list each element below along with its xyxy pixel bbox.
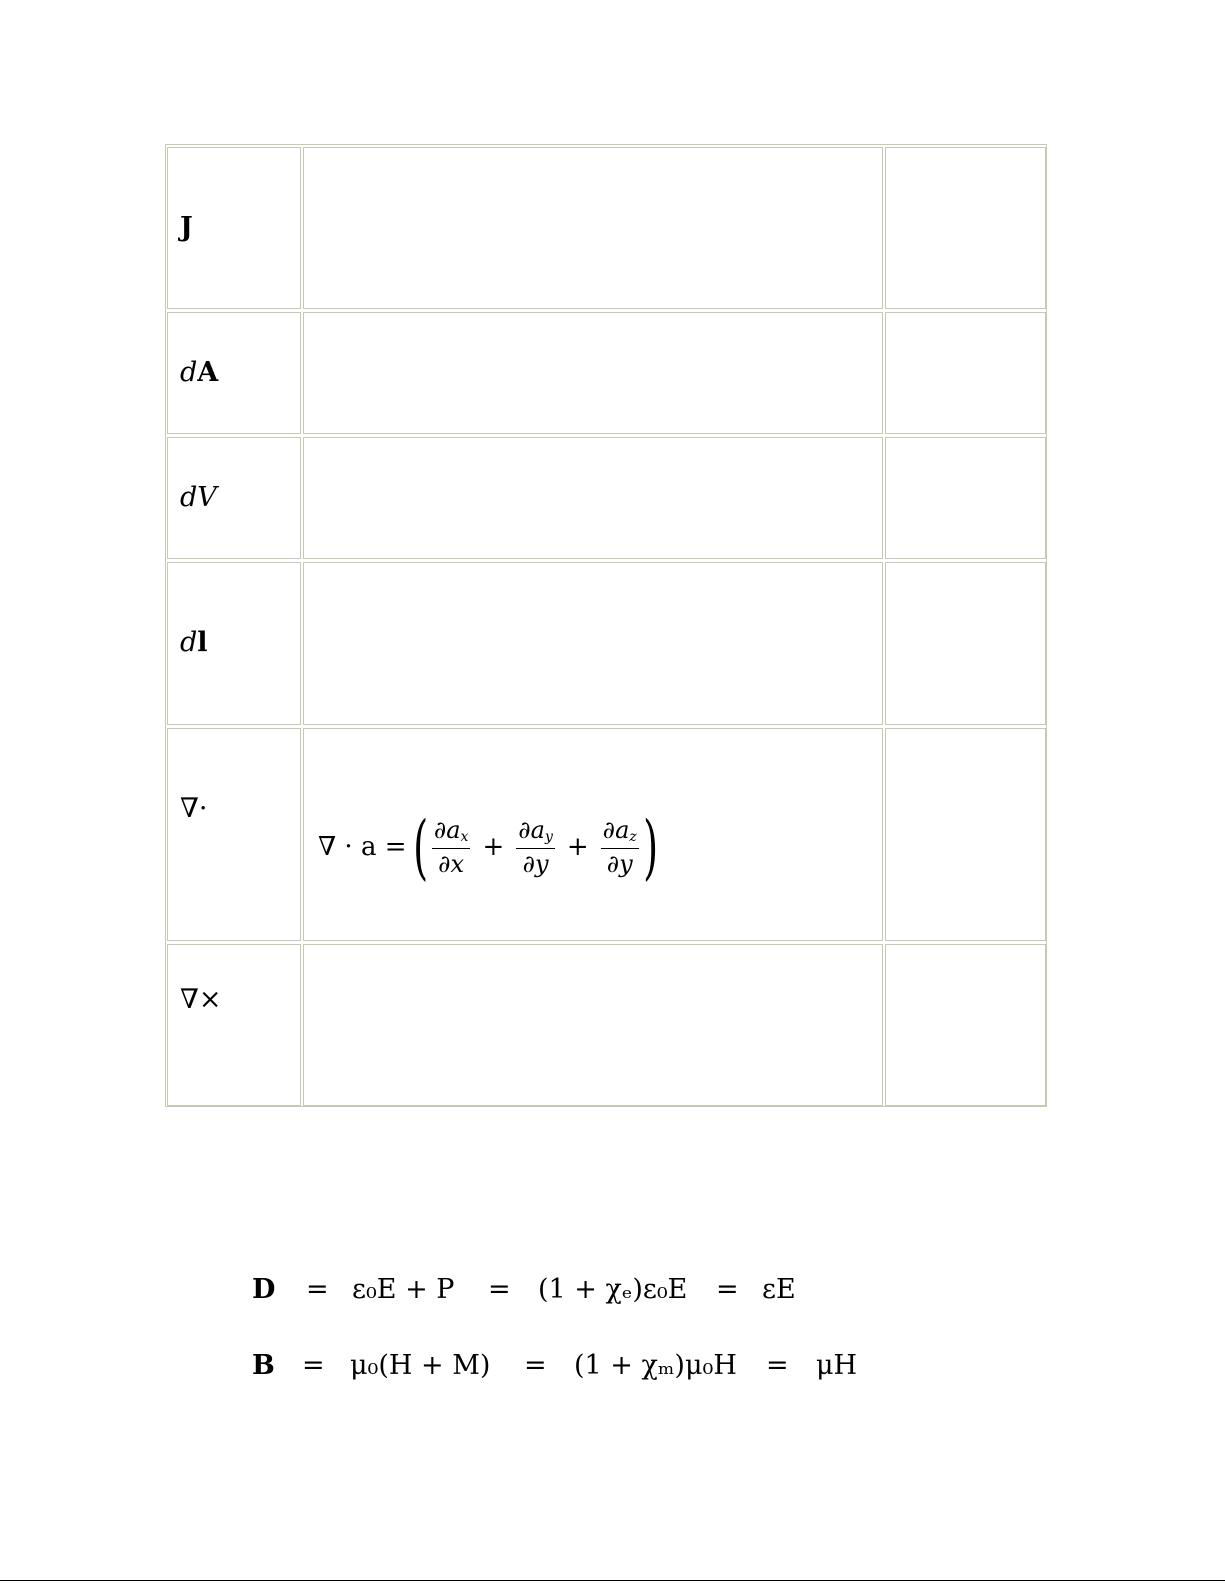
symbol-curl: ∇× xyxy=(180,984,222,1015)
units-cell xyxy=(885,944,1046,1106)
description-cell xyxy=(303,944,883,1106)
plus-sign: + xyxy=(482,832,505,862)
table-row xyxy=(166,145,1046,310)
symbol-cell xyxy=(167,147,301,309)
description-cell xyxy=(303,147,883,309)
symbol-cell xyxy=(167,312,301,434)
symbol-table xyxy=(165,144,1047,1107)
b-field-rhs2: (1 + χₘ)μ₀H xyxy=(574,1350,737,1381)
description-cell xyxy=(303,312,883,434)
close-paren: ) xyxy=(642,806,658,888)
partial-fraction-y: $\frac{\partial a_y}{\partial y}$ xyxy=(518,816,553,878)
equation-b-field: B = μ₀(H + M) = (1 + χₘ)μ₀H = μH xyxy=(252,1350,858,1381)
table-row xyxy=(166,942,1046,1107)
symbol-cell xyxy=(167,437,301,559)
open-paren: ( xyxy=(412,806,428,888)
symbol-cell xyxy=(167,562,301,725)
units-cell xyxy=(885,437,1046,559)
symbol-divergence: ∇· xyxy=(180,793,208,824)
table-row xyxy=(166,310,1046,435)
units-cell xyxy=(885,312,1046,434)
table-row xyxy=(166,726,1046,942)
partial-fraction-z: $\frac{\partial a_z}{\partial y}$ xyxy=(602,816,637,878)
symbol-current-density: J xyxy=(180,212,193,243)
b-field-rhs3: μH xyxy=(816,1350,858,1381)
d-field-rhs2: (1 + χₑ)ε₀E xyxy=(538,1274,688,1305)
symbol-cell xyxy=(167,944,301,1106)
divergence-formula xyxy=(318,807,658,887)
table-row xyxy=(166,435,1046,560)
plus-sign: + xyxy=(566,832,589,862)
description-cell xyxy=(303,437,883,559)
symbol-line-element: dl xyxy=(180,627,208,658)
description-cell xyxy=(303,728,883,941)
units-cell xyxy=(885,147,1046,309)
partial-fraction-x: $\frac{\partial a_x}{\partial x}$ xyxy=(433,816,469,878)
page-bottom-rule xyxy=(0,1580,1225,1581)
symbol-area-element: dA xyxy=(180,357,219,388)
b-field-rhs1: μ₀(H + M) xyxy=(350,1350,491,1381)
d-field-rhs3: εE xyxy=(762,1274,796,1305)
symbol-cell xyxy=(167,728,301,941)
units-cell xyxy=(885,562,1046,725)
units-cell xyxy=(885,728,1046,941)
symbol-volume-element: dV xyxy=(180,482,217,513)
description-cell xyxy=(303,562,883,725)
table-row xyxy=(166,560,1046,726)
divergence-lhs: ∇ · a = xyxy=(318,832,407,862)
d-field-rhs1: ε₀E + P xyxy=(352,1274,455,1305)
equation-d-field: D = ε₀E + P = (1 + χₑ)ε₀E = εE xyxy=(252,1274,796,1305)
